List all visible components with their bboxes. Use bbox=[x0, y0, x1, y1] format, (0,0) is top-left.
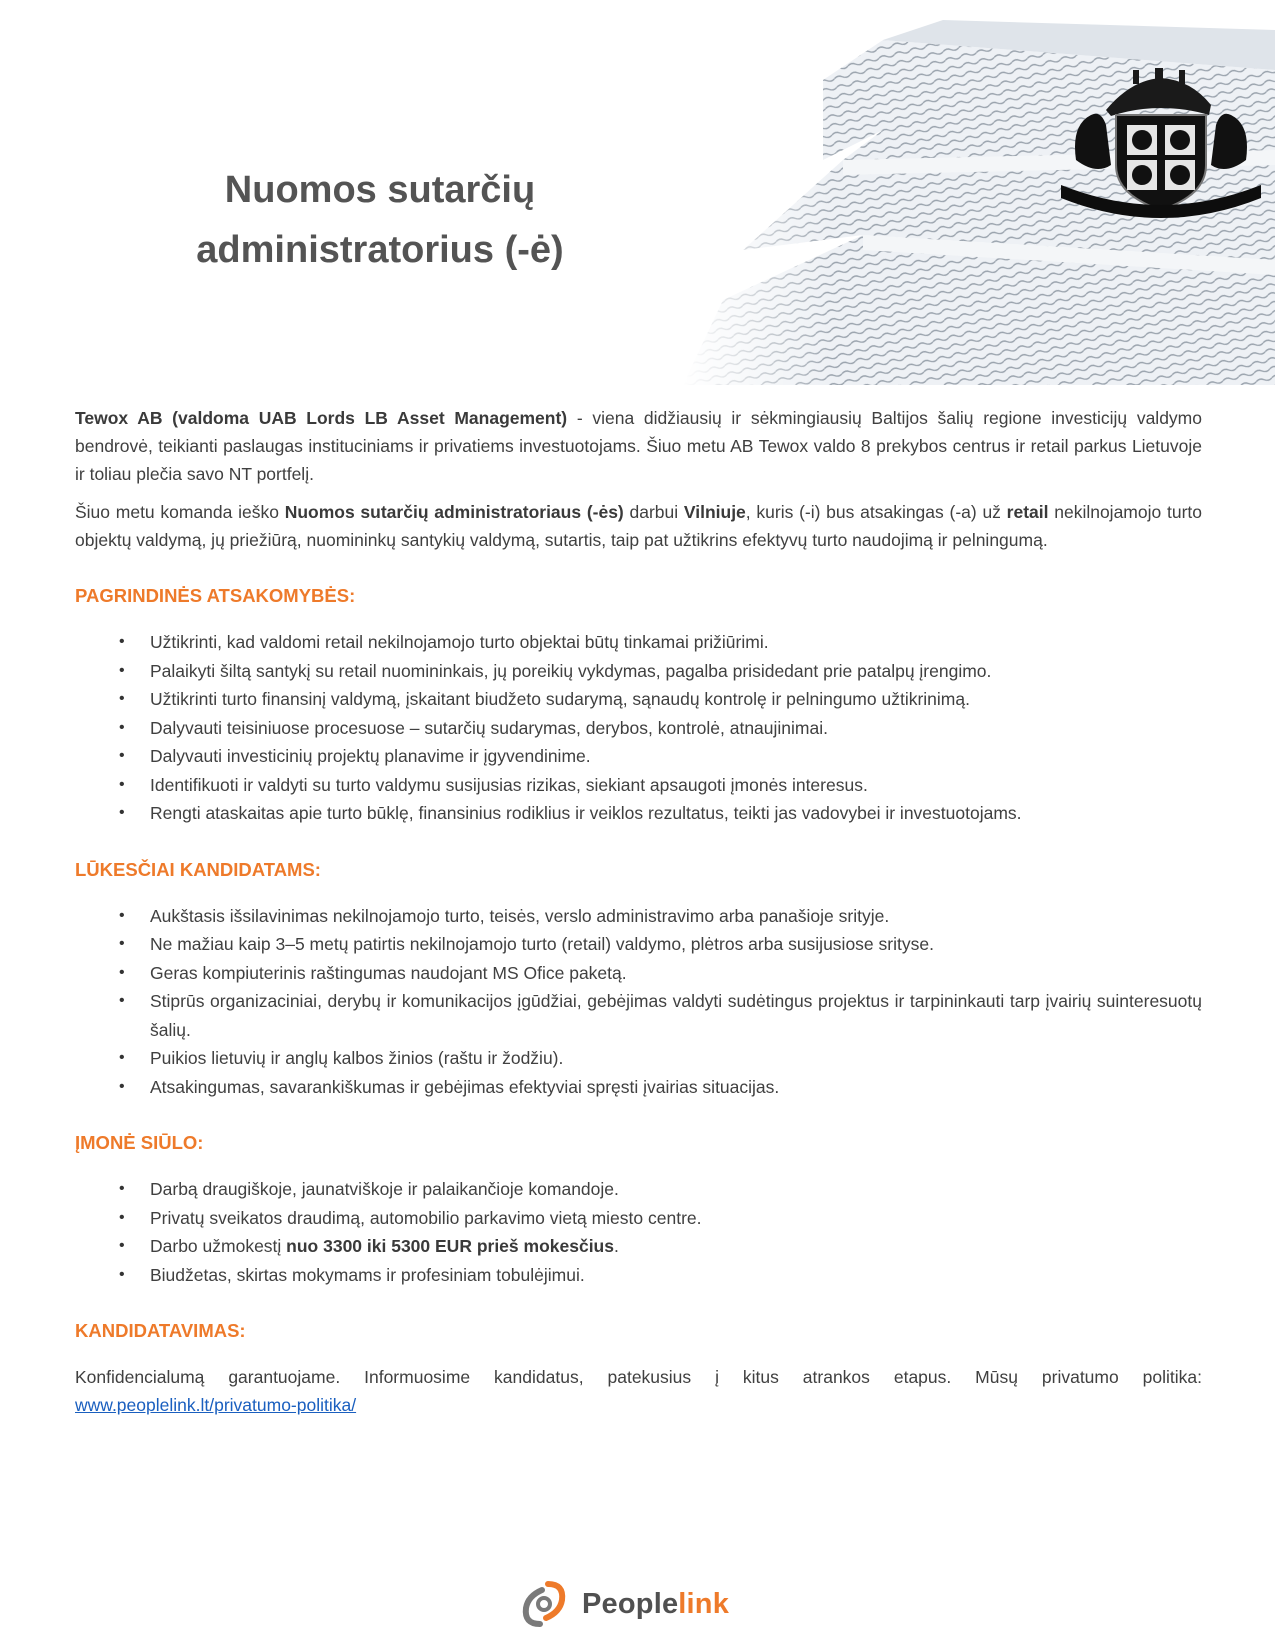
list-item-text: Geras kompiuterinis raštingumas naudojant MS Ofice paketą. bbox=[150, 962, 627, 983]
bullet-icon: • bbox=[119, 992, 125, 1009]
title-line-2: administratorius (-ė) bbox=[196, 229, 564, 271]
bullet-icon: • bbox=[119, 906, 125, 924]
list-item-text: Identifikuoti ir valdyti su turto valdymu susijusias rizikas, siekiant apsaugoti įmonės interesus. bbox=[150, 774, 868, 795]
page-title bbox=[130, 160, 630, 280]
list-item-text: Atsakingumas, savarankiškumas ir gebėjimas efektyviai spręsti įvairias situacijas. bbox=[150, 1076, 780, 1097]
privacy-policy-link[interactable]: www.peoplelink.lt/privatumo-politika/ bbox=[75, 1395, 357, 1415]
bullet-icon: • bbox=[119, 935, 125, 952]
building-facade-image bbox=[683, 0, 1275, 385]
list-item-text: Ne mažiau kaip 3–5 metų patirtis nekilnojamojo turto (retail) valdymo, plėtros arba susijusiose srityse. bbox=[150, 934, 934, 954]
expectations-list bbox=[75, 902, 1202, 1102]
list-item-text: Puikios lietuvių ir anglų kalbos žinios (raštu ir žodžiu). bbox=[150, 1048, 564, 1068]
bullet-icon: • bbox=[119, 1237, 125, 1254]
list-item bbox=[75, 987, 1202, 1044]
logo-text bbox=[582, 1588, 729, 1621]
bullet-icon: • bbox=[119, 1049, 125, 1066]
list-item bbox=[75, 902, 1202, 931]
intro-paragraph-1 bbox=[75, 404, 1202, 488]
list-item-text: Darbo užmokestį bbox=[150, 1236, 287, 1256]
list-item bbox=[75, 959, 1202, 988]
intro-text: - viena didžiausių ir sėkmingiausių Baltijos šalių regione investicijų valdymo bendrovė, teikianti paslaugas instituciniams ir privatiems investuotojams. Šiuo metu AB Tewox valdo 8 prekybos centrus ir retail parkus Lietuvoje ir toliau plečia savo NT portfelį. bbox=[75, 408, 1202, 484]
sector: retail bbox=[1006, 502, 1049, 522]
list-item bbox=[75, 714, 1202, 743]
apply-text: Konfidencialumą garantuojame. Informuosime kandidatus, patekusius į kitus atrankos etapus. Mūsų privatumo politika: bbox=[75, 1367, 1202, 1387]
salary-range: nuo 3300 iki 5300 EUR prieš mokesčius bbox=[286, 1236, 614, 1256]
list-item bbox=[75, 799, 1202, 828]
location: Vilniuje bbox=[683, 502, 746, 522]
list-item-text: Biudžetas, skirtas mokymams ir profesiniam tobulėjimui. bbox=[150, 1264, 585, 1285]
intro-paragraph-2 bbox=[75, 498, 1202, 554]
list-item bbox=[75, 1073, 1202, 1102]
peoplelink-logo bbox=[518, 1576, 758, 1632]
bullet-icon: • bbox=[119, 747, 125, 764]
list-item-text: Aukštasis išsilavinimas nekilnojamojo turto, teisės, verslo administravimo arba panašioje srityje. bbox=[150, 905, 890, 926]
bullet-icon: • bbox=[119, 1265, 125, 1283]
list-item-text: . bbox=[613, 1236, 619, 1256]
bullet-icon: • bbox=[119, 1208, 125, 1226]
company-name: Tewox AB (valdoma UAB Lords LB Asset Management) bbox=[75, 408, 568, 428]
list-item bbox=[75, 1204, 1202, 1233]
bullet-icon: • bbox=[119, 633, 125, 650]
intro-text: Šiuo metu komanda ieško bbox=[75, 502, 285, 522]
offer-list bbox=[75, 1175, 1202, 1289]
intro-text: darbui bbox=[623, 502, 684, 522]
list-item-text: Dalyvauti investicinių projektų planavime ir įgyvendinime. bbox=[150, 746, 591, 766]
position-name: Nuomos sutarčių administratoriaus (-ės) bbox=[284, 502, 624, 522]
job-description bbox=[75, 404, 1202, 1429]
list-item bbox=[75, 742, 1202, 771]
bullet-icon: • bbox=[119, 661, 125, 679]
list-item-text: Darbą draugiškoje, jaunatviškoje ir palaikančioje komandoje. bbox=[150, 1179, 619, 1199]
list-item-text: Stiprūs organizaciniai, derybų ir komunikacijos įgūdžiai, gebėjimas valdyti sudėtingus projektus ir tarpininkauti tarp įvairių suinteresuotų šalių. bbox=[150, 991, 1202, 1040]
list-item-text: Rengti ataskaitas apie turto būklę, finansinius rodiklius ir veiklos rezultatus, teikti jas vadovybei ir investuotojams. bbox=[150, 803, 1022, 823]
list-item bbox=[75, 1261, 1202, 1290]
logo-text-people: People bbox=[582, 1587, 679, 1620]
list-item bbox=[75, 1175, 1202, 1204]
logo-text-link: link bbox=[678, 1587, 730, 1620]
list-item-text: Palaikyti šiltą santykį su retail nuomininkais, jų poreikių vykdymas, pagalba prisidedant prie patalpų įrengimo. bbox=[150, 660, 992, 681]
bullet-icon: • bbox=[119, 963, 125, 981]
bullet-icon: • bbox=[119, 1180, 125, 1197]
bullet-icon: • bbox=[119, 1077, 125, 1095]
list-item-text: Užtikrinti turto finansinį valdymą, įskaitant biudžeto sudarymą, sąnaudų kontrolę ir pelningumo užtikrinimą. bbox=[150, 689, 970, 709]
list-item bbox=[75, 628, 1202, 657]
intro-text: nekilnojamojo turto objektų valdymą, jų priežiūrą, nuomininkų santykių valdymą, sutartis, taip pat užtikrins efektyvų turto naudojimą ir pelningumą. bbox=[75, 502, 1202, 550]
list-item bbox=[75, 771, 1202, 800]
list-item bbox=[75, 930, 1202, 959]
list-item bbox=[75, 1232, 1202, 1261]
peoplelink-logo-icon bbox=[518, 1578, 570, 1630]
responsibilities-list bbox=[75, 628, 1202, 828]
list-item bbox=[75, 1044, 1202, 1073]
list-item bbox=[75, 657, 1202, 686]
bullet-icon: • bbox=[119, 718, 125, 736]
expectations-heading: LŪKESČIAI KANDIDATAMS: bbox=[75, 858, 321, 880]
responsibilities-heading: PAGRINDINĖS ATSAKOMYBĖS: bbox=[75, 585, 356, 606]
offer-heading: ĮMONĖ SIŪLO: bbox=[75, 1132, 204, 1153]
list-item-text: Privatų sveikatos draudimą, automobilio parkavimo vietą miesto centre. bbox=[150, 1207, 702, 1228]
list-item-text: Užtikrinti, kad valdomi retail nekilnojamojo turto objektai būtų tinkamai prižiūrimi. bbox=[150, 632, 769, 652]
list-item-text: Dalyvauti teisiniuose procesuose – sutarčių sudarymas, derybos, kontrolė, atnaujinimai. bbox=[150, 717, 828, 738]
bullet-icon: • bbox=[119, 804, 125, 821]
apply-heading: KANDIDATAVIMAS: bbox=[75, 1320, 246, 1341]
bullet-icon: • bbox=[119, 690, 125, 707]
intro-text: , kuris (-i) bus atsakingas (-a) už bbox=[745, 502, 1007, 522]
list-item bbox=[75, 685, 1202, 714]
title-line-1: Nuomos sutarčių bbox=[224, 169, 536, 211]
bullet-icon: • bbox=[119, 775, 125, 793]
apply-paragraph bbox=[75, 1363, 1202, 1419]
